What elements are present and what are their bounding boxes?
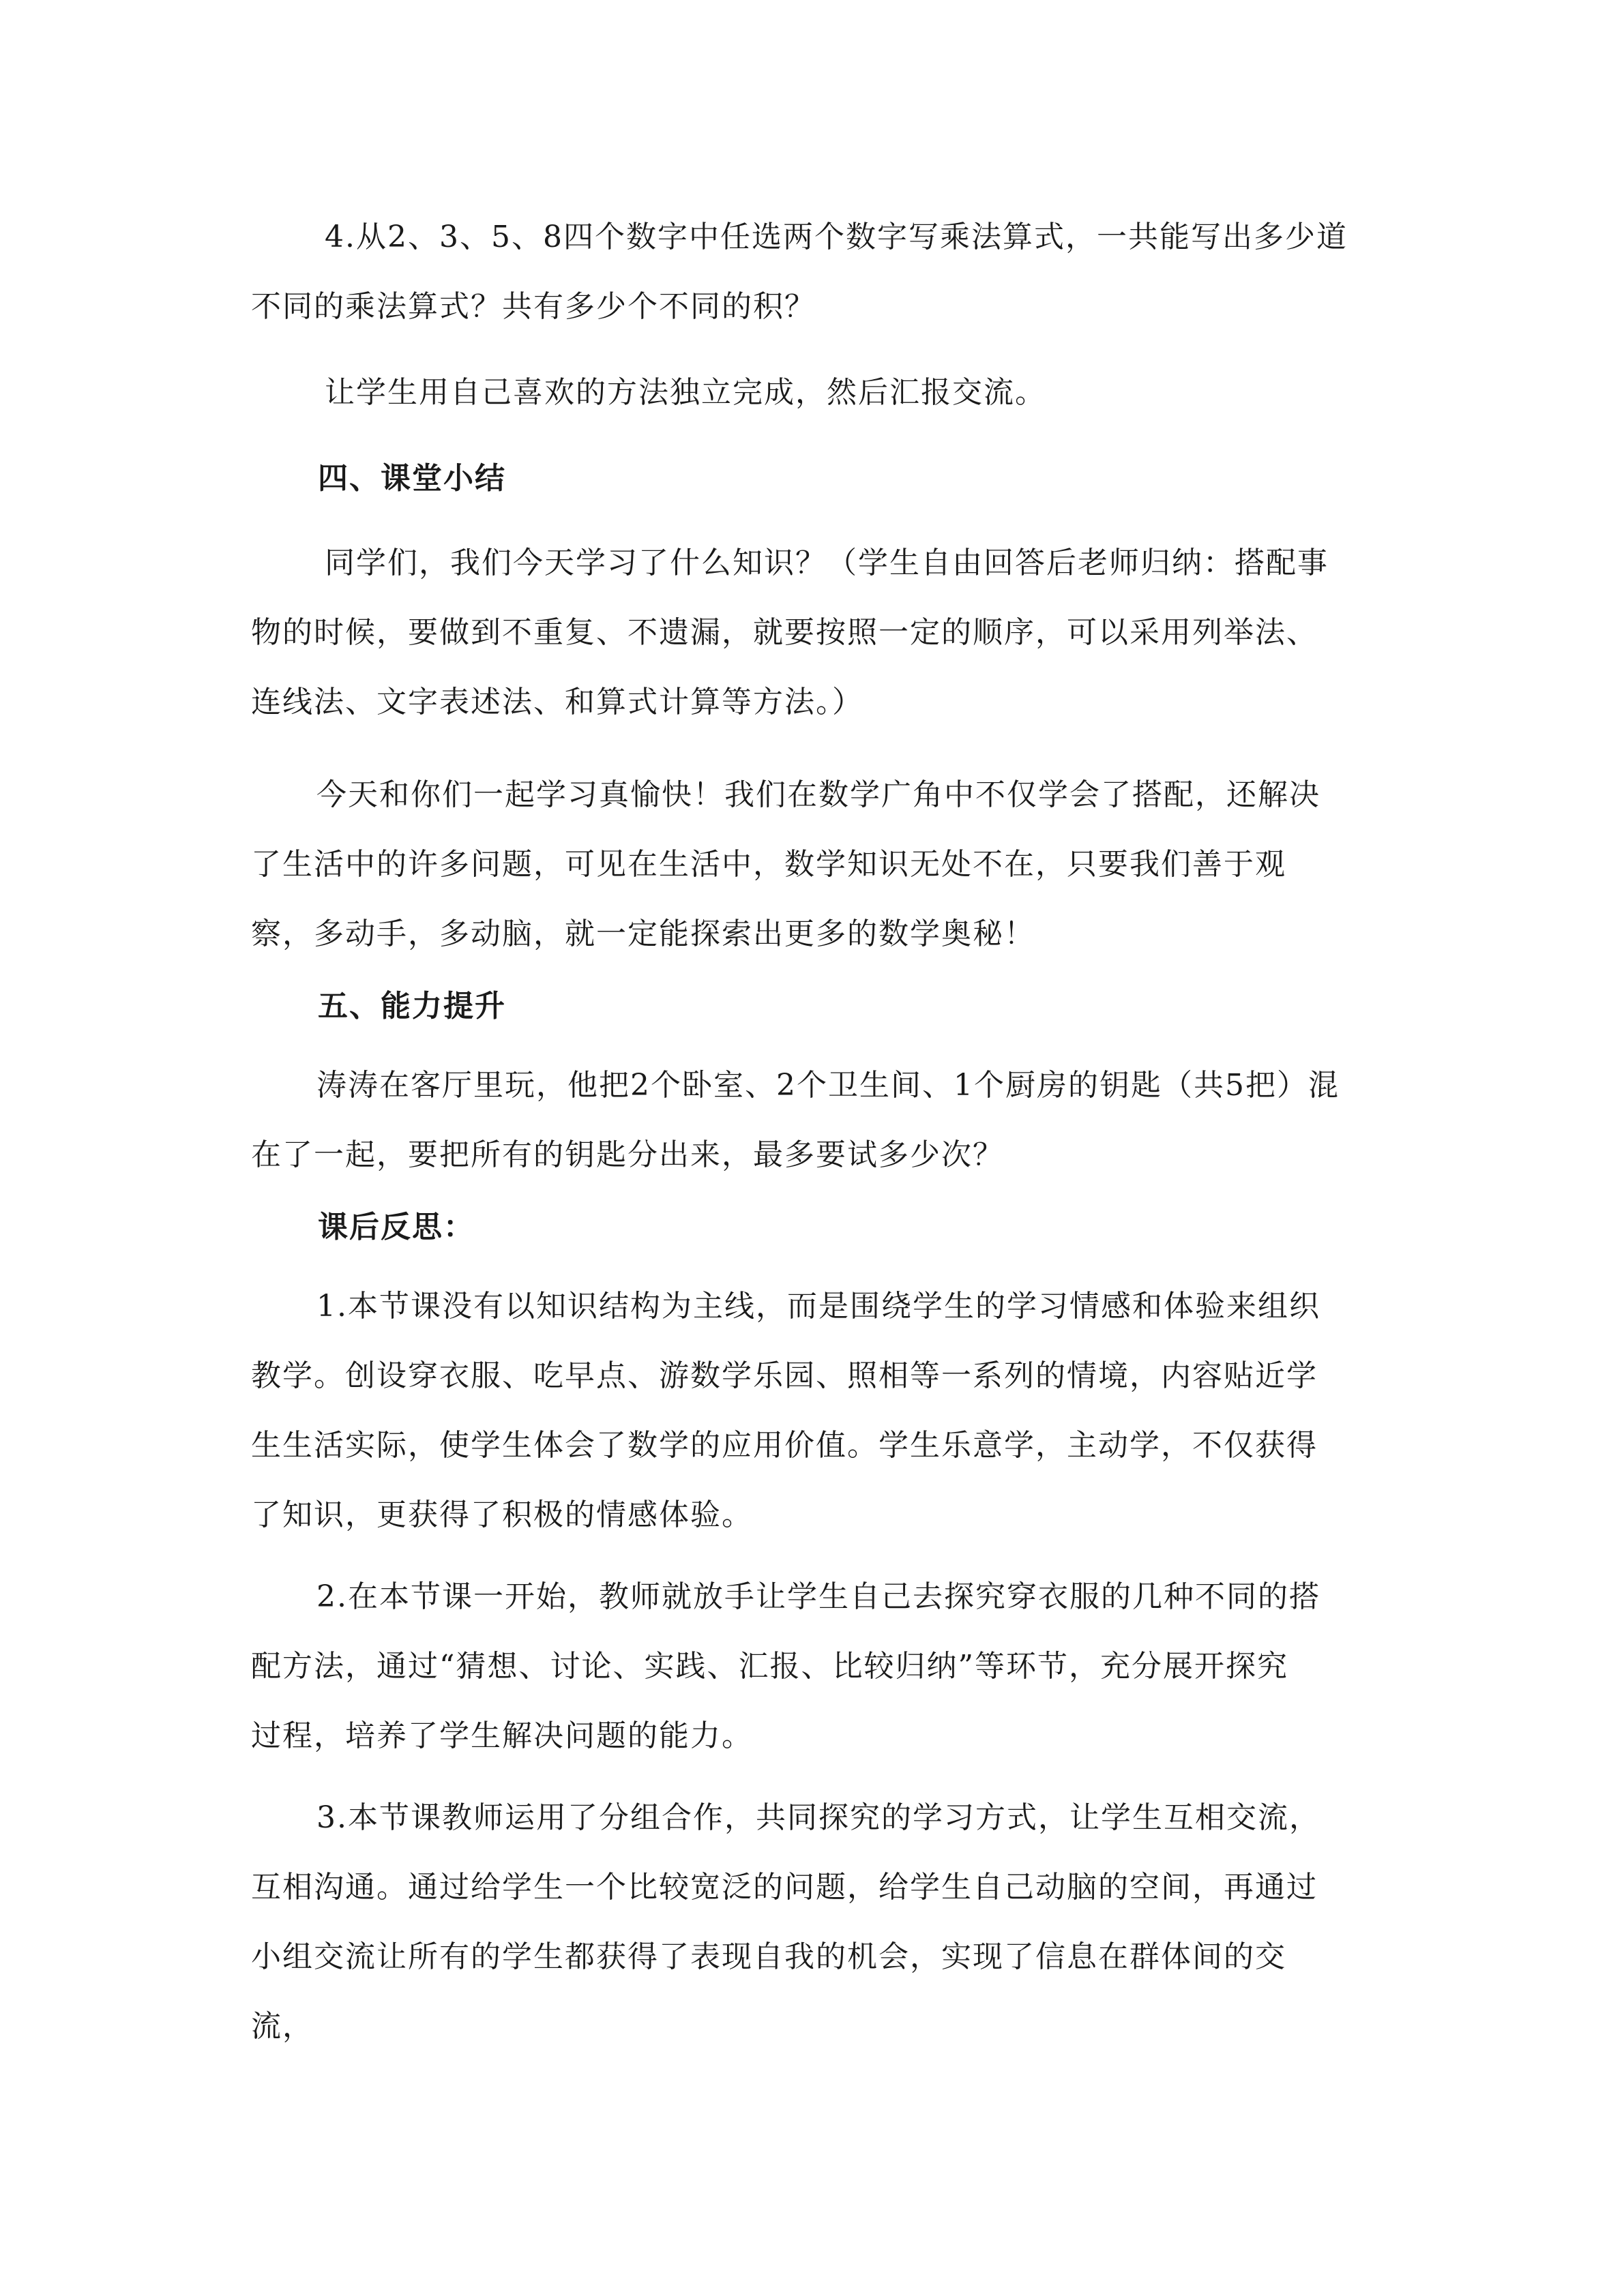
section-heading-summary: 四、课堂小结 bbox=[318, 461, 506, 496]
summary-para-1-line-3: 连线法、文字表述法、和算式计算等方法。） bbox=[251, 685, 863, 719]
reflection-3-line-3: 小组交流让所有的学生都获得了表现自我的机会，实现了信息在群体间的交 bbox=[251, 1939, 1286, 1974]
reflection-2-line-3: 过程，培养了学生解决问题的能力。 bbox=[251, 1718, 753, 1753]
section-heading-ability: 五、能力提升 bbox=[318, 989, 506, 1024]
reflection-3-line-2: 互相沟通。通过给学生一个比较宽泛的问题，给学生自己动脑的空间，再通过 bbox=[251, 1870, 1318, 1905]
reflection-2-line-1: 2.在本节课一开始，教师就放手让学生自己去探究穿衣服的几种不同的搭 bbox=[316, 1579, 1320, 1614]
reflection-1-line-1: 1.本节课没有以知识结构为主线，而是围绕学生的学习情感和体验来组织 bbox=[316, 1289, 1320, 1324]
summary-para-2-line-1: 今天和你们一起学习真愉快！我们在数学广角中不仅学会了搭配，还解决 bbox=[316, 777, 1320, 812]
reflection-1-line-4: 了知识，更获得了积极的情感体验。 bbox=[251, 1497, 753, 1532]
exercise-4-instruction: 让学生用自己喜欢的方法独立完成，然后汇报交流。 bbox=[325, 375, 1046, 410]
reflection-2-line-2: 配方法，通过“猜想、讨论、实践、汇报、比较归纳”等环节，充分展开探究 bbox=[251, 1649, 1288, 1684]
reflection-1-line-2: 教学。创设穿衣服、吃早点、游数学乐园、照相等一系列的情境，内容贴近学 bbox=[251, 1358, 1318, 1393]
summary-para-1-line-1: 同学们，我们今天学习了什么知识？（学生自由回答后老师归纳：搭配事 bbox=[325, 546, 1329, 580]
reflection-1-line-3: 生生活实际，使学生体会了数学的应用价值。学生乐意学，主动学，不仅获得 bbox=[251, 1428, 1318, 1463]
ability-para-line-1: 涛涛在客厅里玩，他把2个卧室、2个卫生间、1个厨房的钥匙（共5把）混 bbox=[316, 1068, 1340, 1103]
summary-para-1-line-2: 物的时候，要做到不重复、不遗漏，就要按照一定的顺序，可以采用列举法、 bbox=[251, 615, 1318, 650]
reflection-3-line-1: 3.本节课教师运用了分组合作，共同探究的学习方式，让学生互相交流， bbox=[316, 1800, 1320, 1835]
section-heading-reflection: 课后反思： bbox=[318, 1210, 475, 1244]
reflection-3-line-4: 流， bbox=[251, 2009, 314, 2044]
summary-para-2-line-3: 察，多动手，多动脑，就一定能探索出更多的数学奥秘！ bbox=[251, 916, 1035, 951]
exercise-4-line-1: 4.从2、3、5、8四个数字中任选两个数字写乘法算式，一共能写出多少道 bbox=[325, 220, 1348, 254]
ability-para-line-2: 在了一起，要把所有的钥匙分出来，最多要试多少次？ bbox=[251, 1137, 1004, 1172]
summary-para-2-line-2: 了生活中的许多问题，可见在生活中，数学知识无处不在，只要我们善于观 bbox=[251, 847, 1286, 882]
exercise-4-line-2: 不同的乘法算式？共有多少个不同的积？ bbox=[251, 289, 816, 324]
